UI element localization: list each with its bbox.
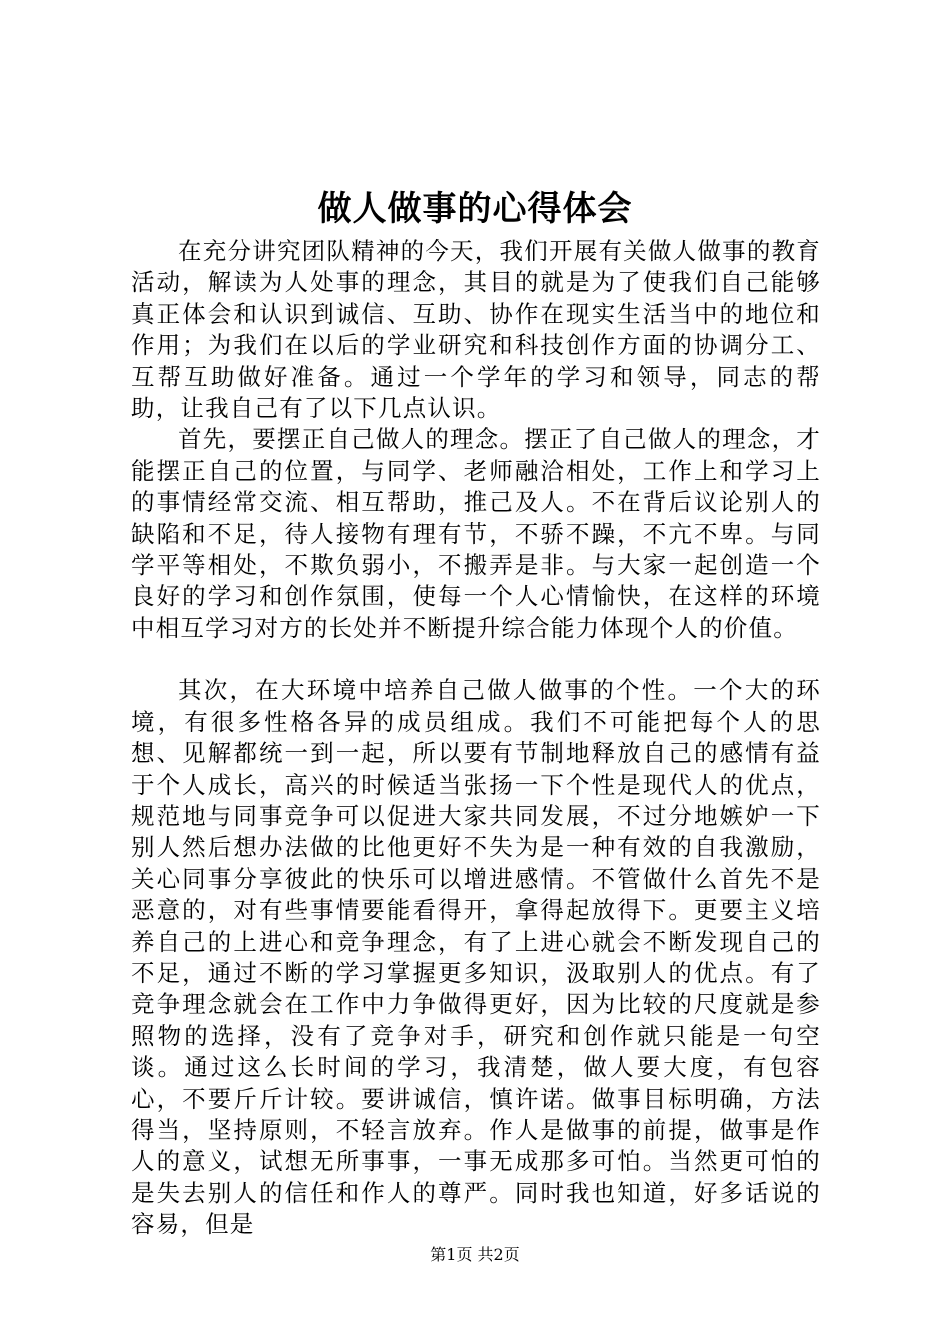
paragraph-2: 首先，要摆正自己做人的理念。摆正了自己做人的理念，才能摆正自己的位置，与同学、老师融洽相处，工作上和学习上的事情经常交流、相互帮助，推己及人。不在背后议论别人的缺陷和不足，待人接物有理有节，不骄不躁，不亢不卑。与同学平等相处，不欺负弱小，不搬弄是非。与大家一起创造一个良好的学习和创作氛围，使每一个人心情愉快，在这样的环境中相互学习对方的长处并不断提升综合能力体现个人的价值。 [131, 425, 821, 642]
page-footer: 第1页 共2页 [430, 1245, 520, 1264]
document-body [131, 236, 821, 1241]
paragraph-1: 在充分讲究团队精神的今天，我们开展有关做人做事的教育活动，解读为人处事的理念，其目的就是为了使我们自己能够真正体会和认识到诚信、互助、协作在现实生活当中的地位和作用；为我们在以后的学业研究和科技创作方面的协调分工、互帮互助做好准备。通过一个学年的学习和领导，同志的帮助，让我自己有了以下几点认识。 [131, 237, 821, 423]
paragraph-3: 其次，在大环境中培养自己做人做事的个性。一个大的环境，有很多性格各异的成员组成。我们不可能把每个人的思想、见解都统一到一起，所以要有节制地释放自己的感情有益于个人成长，高兴的时候适当张扬一下个性是现代人的优点，规范地与同事竞争可以促进大家共同发展，不过分地嫉妒一下别人然后想办法做的比他更好不失为是一种有效的自我激励，关心同事分享彼此的快乐可以增进感情。不管做什么首先不是恶意的，对有些事情要能看得开，拿得起放得下。更要主义培养自己的上进心和竞争理念，有了上进心就会不断发现自己的不足，通过不断的学习掌握更多知识，汲取别人的优点。有了竞争理念就会在工作中力争做得更好，因为比较的尺度就是参照物的选择，没有了竞争对手，研究和创作就只能是一句空谈。通过这么长时间的学习，我清楚，做人要大度，有包容心，不要斤斤计较。要讲诚信，慎许诺。做事目标明确，方法得当，坚持原则，不轻言放弃。作人是做事的前提，做事是作人的意义，试想无所事事，一事无成那多可怕。当然更可怕的是失去别人的信任和作人的尊严。同时我也知道，好多话说的容易，但是 [131, 676, 821, 1239]
document-title: 做人做事的心得体会 [317, 189, 633, 229]
